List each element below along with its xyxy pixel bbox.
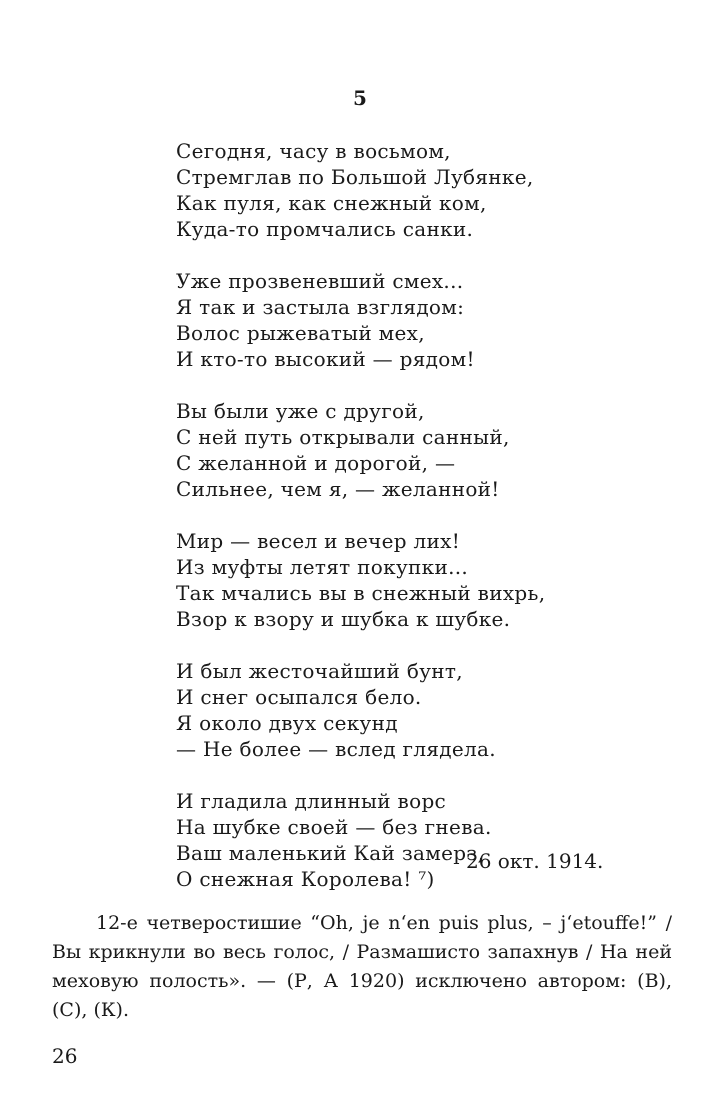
verse-line: — Не более — вслед глядела.: [176, 737, 496, 761]
stanza-1: [176, 138, 545, 242]
verse-line: Я так и застыла взглядом:: [176, 295, 465, 319]
page-number: 26: [52, 1044, 78, 1068]
verse-line: Сегодня, часу в восьмом,: [176, 139, 451, 163]
poem-date: 26 окт. 1914.: [466, 849, 604, 873]
verse-line: Вы были уже с другой,: [176, 399, 425, 423]
verse-line: И кто-то высокий — рядом!: [176, 347, 475, 371]
verse-line: Стремглав по Большой Лубянке,: [176, 165, 534, 189]
verse-line: Взор к взору и шубка к шубке.: [176, 607, 511, 631]
verse-line: На шубке своей — без гнева.: [176, 815, 492, 839]
verse-line: Мир — весел и вечер лих!: [176, 529, 461, 553]
verse-line: И гладила длинный ворс: [176, 789, 447, 813]
verse-line: И снег осыпался бело.: [176, 685, 422, 709]
stanza-6: [176, 788, 545, 892]
verse-line: С желанной и дорогой, —: [176, 451, 456, 475]
verse-line: Волос рыжеватый мех,: [176, 321, 425, 345]
stanza-3: [176, 398, 545, 502]
stanza-2: [176, 268, 545, 372]
verse-line: Как пуля, как снежный ком,: [176, 191, 487, 215]
stanza-5: [176, 658, 545, 762]
verse-line: Я около двух секунд: [176, 711, 398, 735]
verse-line: И был жесточайший бунт,: [176, 659, 463, 683]
poem-text: [176, 138, 545, 918]
verse-line: О снежная Королева! ⁷): [176, 867, 435, 891]
stanza-4: [176, 528, 545, 632]
editorial-note: [52, 909, 672, 1025]
verse-line: С ней путь открывали санный,: [176, 425, 510, 449]
verse-line: Ваш маленький Кай замерз,: [176, 841, 485, 865]
note-text: 12-е четверостишие “Oh, je n‘en puis plus, – j‘etouffe!” /Вы крикнули во весь голос, / Размашисто запахнув / На ней меховую полость». — (Р, А 1920) исключено автором: (В), (С), (К).: [52, 912, 672, 1021]
poem-number: 5: [353, 86, 367, 110]
verse-line: Куда-то промчались санки.: [176, 217, 474, 241]
verse-line: Так мчались вы в снежный вихрь,: [176, 581, 546, 605]
verse-line: Уже прозвеневший смех...: [176, 269, 464, 293]
verse-line: Сильнее, чем я, — желанной!: [176, 477, 500, 501]
verse-line: Из муфты летят покупки...: [176, 555, 469, 579]
